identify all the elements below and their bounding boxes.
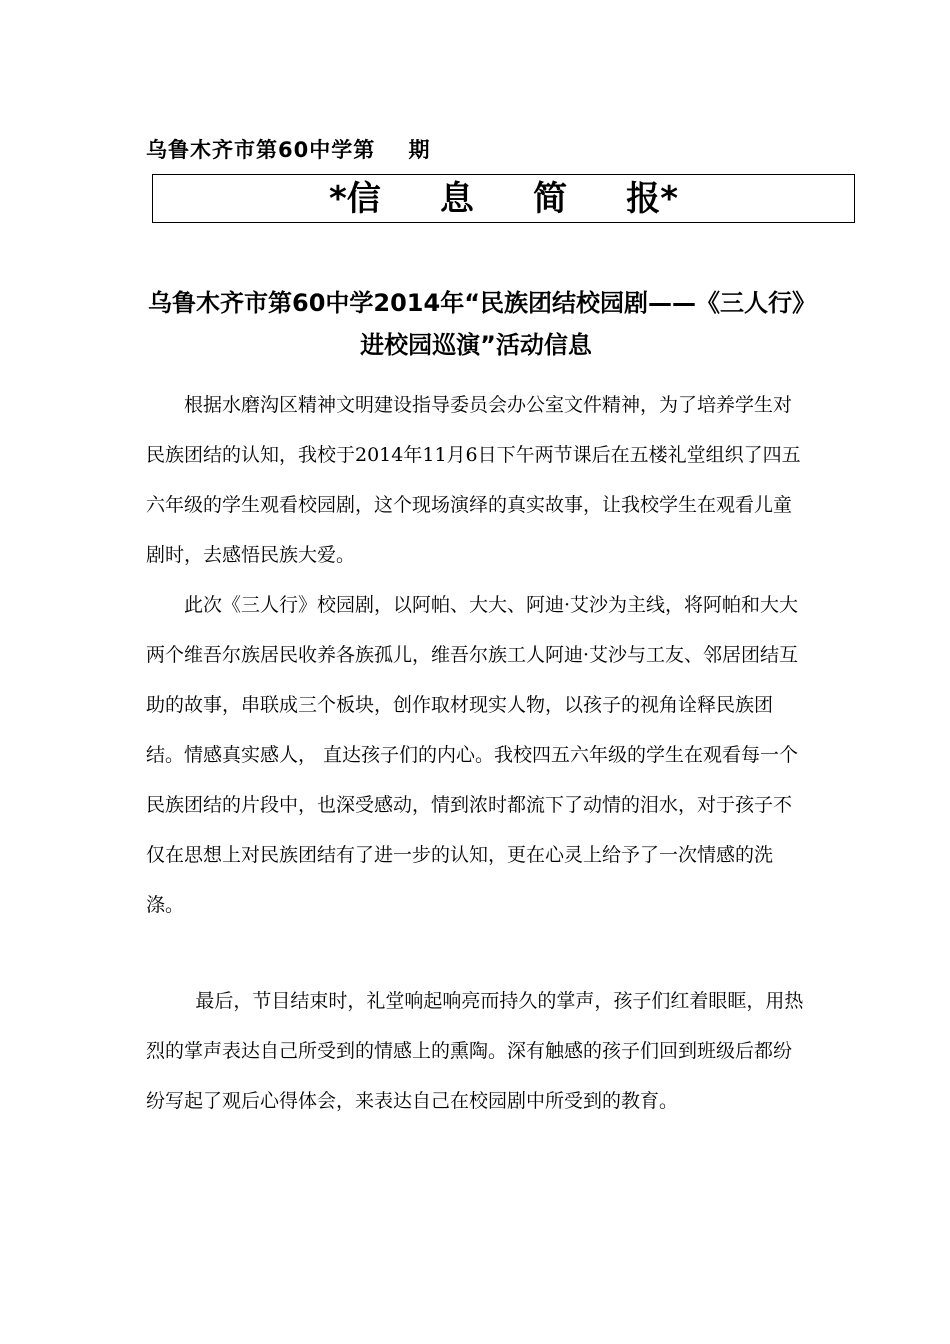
paragraph-1: 根据水磨沟区精神文明建设指导委员会办公室文件精神，为了培养学生对民族团结的认知，我校于2014年11月6日下午两节课后在五楼礼堂组织了四五六年级的学生观看校园剧，这个现场演绎的真实故事，让我校学生在观看儿童剧时，去感悟民族大爱。 (146, 394, 801, 566)
paragraph-3: 最后，节目结束时，礼堂响起响亮而持久的掌声，孩子们红着眼眶，用热烈的掌声表达自己所受到的情感上的熏陶。深有触感的孩子们回到班级后都纷纷写起了观后心得体会，来表达自己在校园剧中所受到的教育。 (146, 990, 804, 1112)
paragraph-2: 此次《三人行》校园剧，以阿帕、大大、阿迪·艾沙为主线，将阿帕和大大两个维吾尔族居民收养各族孤儿，维吾尔族工人阿迪·艾沙与工友、邻居团结互助的故事，串联成三个板块，创作取材现实人物，以孩子的视角诠释民族团结。情感真实感人， 直达孩子们的内心。我校四五六年级的学生在观看每一个民族团结的片段中，也深受感动，情到浓时都流下了动情的泪水，对于孩子不仅在思想上对民族团结有了进一步的认知，更在心灵上给予了一次情感的洗涤。 (146, 594, 799, 916)
newsletter-banner: *信 息 简 报* (152, 174, 855, 223)
issue-line: 乌鲁木齐市第60中学第 期 (146, 138, 431, 162)
article-headline: 乌鲁木齐市第60中学2014年“民族团结校园剧——《三人行》进校园巡演”活动信息 (148, 289, 804, 359)
